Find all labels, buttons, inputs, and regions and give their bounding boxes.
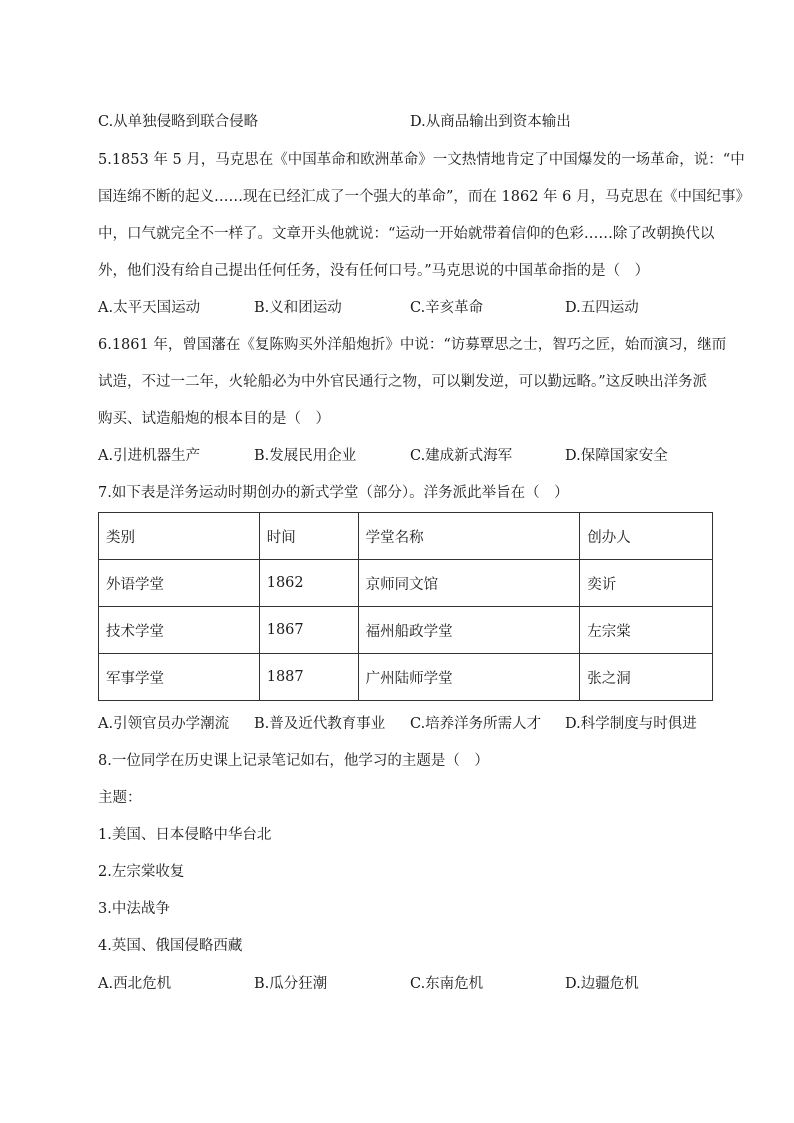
q8-note-title: 主题：: [98, 790, 142, 806]
table-cell: 奕䜣: [580, 560, 713, 607]
q5-option-c[interactable]: C.辛亥革命: [410, 300, 484, 316]
q8-stem: 8.一位同学在历史课上记录笔记如右，他学习的主题是（ ）: [98, 753, 489, 769]
q8-note-item: 1.美国、日本侵略中华台北: [98, 827, 272, 843]
table-row: [99, 654, 713, 701]
q7-option-d[interactable]: D.科学制度与时俱进: [565, 716, 697, 732]
table-cell: 张之洞: [580, 654, 713, 701]
q5-stem-line-1: 5.1853 年 5 月，马克思在《中国革命和欧洲革命》一文热情地肯定了中国爆发的一场革命，说：“中: [98, 152, 745, 168]
table-cell: 福州船政学堂: [358, 607, 580, 654]
q8-option-a[interactable]: A.西北危机: [98, 976, 172, 992]
q5-stem-line-2: 国连绵不断的起义……现在已经汇成了一个强大的革命”，而在 1862 年 6 月，马克思在《中国纪事》: [98, 189, 750, 205]
q6-option-c[interactable]: C.建成新式海军: [410, 448, 513, 464]
table-header-cell: 类别: [99, 513, 260, 560]
q5-stem-line-4: 外，他们没有给自己提出任何任务，没有任何口号。”马克思说的中国革命指的是（ ）: [98, 263, 650, 279]
table-row: [99, 560, 713, 607]
table-cell: 京师同文馆: [358, 560, 580, 607]
table-header-cell: 学堂名称: [358, 513, 580, 560]
table-cell: 技术学堂: [99, 607, 260, 654]
q6-stem-line-1: 6.1861 年，曾国藩在《复陈购买外洋船炮折》中说：“访募覃思之士，智巧之匠，始而演习，继而: [98, 337, 727, 353]
q7-option-c[interactable]: C.培养洋务所需人才: [410, 716, 542, 732]
q8-option-d[interactable]: D.边疆危机: [565, 976, 639, 992]
q6-stem-line-2: 试造，不过一二年，火轮船必为中外官民通行之物，可以剿发逆，可以勤远略。”这反映出洋务派: [98, 374, 708, 390]
table-row: [99, 607, 713, 654]
table-header-cell: 创办人: [580, 513, 713, 560]
table-cell: 1862: [259, 560, 358, 607]
schools-table: [98, 512, 713, 701]
q7-option-b[interactable]: B.普及近代教育事业: [254, 716, 386, 732]
q8-note-item: 3.中法战争: [98, 901, 170, 917]
q5-option-b[interactable]: B.义和团运动: [254, 300, 342, 316]
table-cell: 1887: [259, 654, 358, 701]
q6-option-b[interactable]: B.发展民用企业: [254, 448, 357, 464]
q5-option-a[interactable]: A.太平天国运动: [98, 300, 201, 316]
q7-option-a[interactable]: A.引领官员办学潮流: [98, 716, 230, 732]
table-header-cell: 时间: [259, 513, 358, 560]
q5-stem-line-3: 中，口气就完全不一样了。文章开头他就说：“运动一开始就带着信仰的色彩……除了改朝换代以: [98, 226, 715, 242]
table-cell: 左宗棠: [580, 607, 713, 654]
q8-note-item: 2.左宗棠收复: [98, 864, 185, 880]
q4-option-d[interactable]: D.从商品输出到资本输出: [410, 114, 571, 130]
q8-option-b[interactable]: B.瓜分狂潮: [254, 976, 328, 992]
q6-option-d[interactable]: D.保障国家安全: [565, 448, 668, 464]
q6-stem-line-3: 购买、试造船炮的根本目的是（ ）: [98, 411, 330, 427]
q8-note-item: 4.英国、俄国侵略西藏: [98, 938, 243, 954]
table-header-row: [99, 513, 713, 560]
q8-option-c[interactable]: C.东南危机: [410, 976, 484, 992]
q7-stem: 7.如下表是洋务运动时期创办的新式学堂（部分）。洋务派此举旨在（ ）: [98, 485, 569, 501]
table-cell: 外语学堂: [99, 560, 260, 607]
table-cell: 军事学堂: [99, 654, 260, 701]
q4-option-c[interactable]: C.从单独侵略到联合侵略: [98, 114, 259, 130]
q6-option-a[interactable]: A.引进机器生产: [98, 448, 201, 464]
q5-option-d[interactable]: D.五四运动: [565, 300, 639, 316]
table-cell: 1867: [259, 607, 358, 654]
table-cell: 广州陆师学堂: [358, 654, 580, 701]
